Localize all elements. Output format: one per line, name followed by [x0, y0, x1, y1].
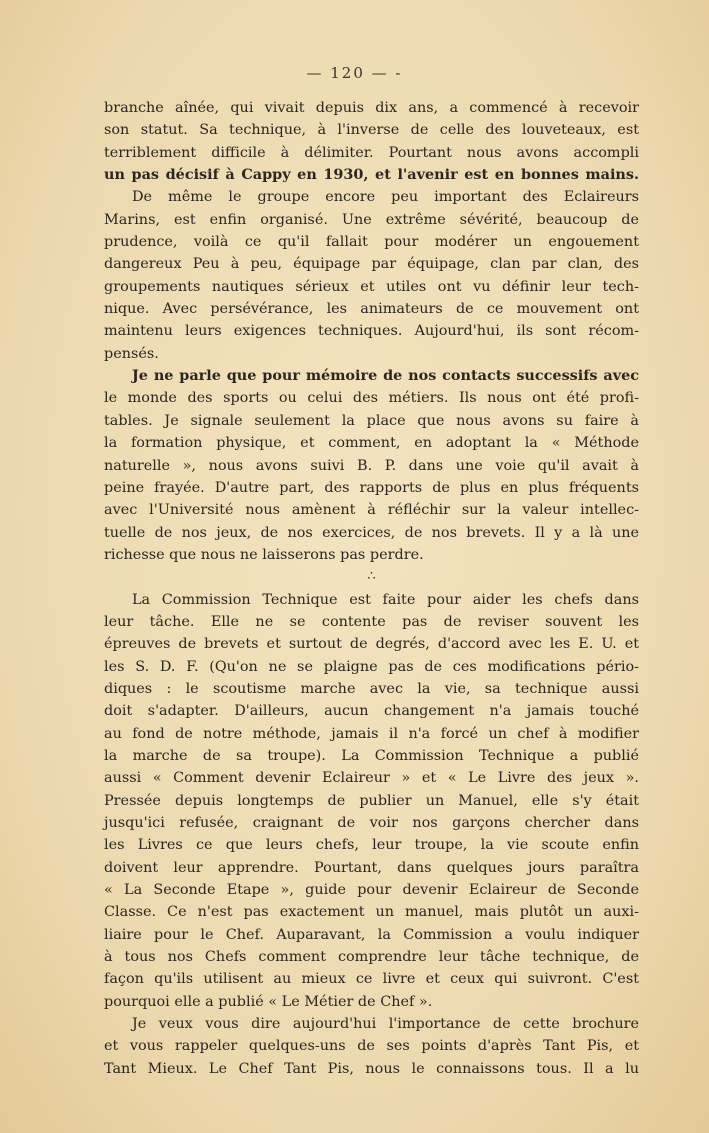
text-line: maintenu leurs exigences techniques. Aujourd'hui, ils sont récom-	[104, 323, 639, 340]
text-line: terriblement difficile à délimiter. Pourtant nous avons accompli	[104, 144, 639, 161]
section-ornament: ∴	[367, 569, 376, 585]
text-line: aussi « Comment devenir Eclaireur » et « Le Livre des jeux ».	[104, 770, 639, 787]
text-line: les S. D. F. (Qu'on ne se plaigne pas de ces modifications pério-	[104, 658, 639, 675]
text-line: la formation physique, et comment, en adoptant la « Méthode	[104, 435, 639, 452]
text-line: tuelle de nos jeux, de nos exercices, de nos brevets. Il y a là une	[104, 524, 639, 541]
text-line: à tous nos Chefs comment comprendre leur tâche technique, de	[104, 949, 639, 966]
text-line: et vous rappeler quelques-uns de ses points d'après Tant Pis, et	[104, 1038, 639, 1055]
text-line: naturelle », nous avons suivi B. P. dans une voie qu'il avait à	[104, 457, 639, 474]
body-text	[104, 97, 639, 1080]
text-line: pensés.	[104, 345, 159, 362]
text-line: Tant Mieux. Le Chef Tant Pis, nous le connaissons tous. Il a lu	[104, 1060, 639, 1077]
text-line: doivent leur apprendre. Pourtant, dans quelques jours paraîtra	[104, 859, 639, 876]
text-line: avec l'Université nous amènent à réfléchir sur la valeur intellec-	[104, 502, 639, 519]
text-line: épreuves de brevets et surtout de degrés, d'accord avec les E. U. et	[104, 636, 639, 653]
text-line: les Livres ce que leurs chefs, leur troupe, la vie scoute enfin	[104, 837, 639, 854]
text-line: richesse que nous ne laisserons pas perdre.	[104, 546, 424, 563]
text-line: Pressée depuis longtemps de publier un Manuel, elle s'y était	[104, 792, 639, 809]
text-line: De même le groupe encore peu important des Eclaireurs	[132, 189, 639, 206]
page-number: — 120 — -	[306, 64, 403, 82]
text-line: son statut. Sa technique, à l'inverse de celle des louveteaux, est	[104, 122, 639, 139]
text-line: peine frayée. D'autre part, des rapports de plus en plus fréquents	[104, 479, 639, 496]
text-line: la marche de sa troupe). La Commission Technique a publié	[104, 747, 639, 764]
text-line: groupements nautiques sérieux et utiles ont vu définir leur tech-	[104, 278, 639, 295]
text-line: un pas décisif à Cappy en 1930, et l'avenir est en bonnes mains.	[104, 166, 639, 184]
text-line: nique. Avec persévérance, les animateurs de ce mouvement ont	[104, 301, 639, 318]
text-line: Classe. Ce n'est pas exactement un manuel, mais plutôt un auxi-	[104, 904, 639, 921]
text-line: liaire pour le Chef. Auparavant, la Commission a voulu indiquer	[104, 926, 639, 943]
text-line: « La Seconde Etape », guide pour devenir Eclaireur de Seconde	[104, 882, 639, 899]
text-line: au fond de notre méthode, jamais il n'a forcé un chef à modifier	[104, 725, 639, 742]
text-line: tables. Je signale seulement la place que nous avons su faire à	[104, 412, 639, 429]
text-line: le monde des sports ou celui des métiers. Ils nous ont été profi-	[104, 390, 639, 407]
text-line: Je ne parle que pour mémoire de nos contacts successifs avec	[132, 367, 639, 385]
text-line: La Commission Technique est faite pour aider les chefs dans	[132, 591, 639, 608]
text-line: pourquoi elle a publié « Le Métier de Chef ».	[104, 993, 433, 1010]
text-line: doit s'adapter. D'ailleurs, aucun changement n'a jamais touché	[104, 703, 639, 720]
text-line: façon qu'ils utilisent au mieux ce livre et ceux qui suivront. C'est	[104, 971, 639, 988]
text-line: jusqu'ici refusée, craignant de voir nos garçons chercher dans	[104, 815, 639, 831]
text-line: Marins, est enfin organisé. Une extrême sévérité, beaucoup de	[104, 211, 639, 228]
text-line: branche aînée, qui vivait depuis dix ans, a commencé à recevoir	[104, 100, 639, 116]
text-line: dangereux Peu à peu, équipage par équipage, clan par clan, des	[104, 256, 639, 273]
text-line: leur tâche. Elle ne se contente pas de reviser souvent les	[104, 613, 639, 630]
text-line: Je veux vous dire aujourd'hui l'importance de cette brochure	[132, 1016, 639, 1033]
text-line: diques : le scoutisme marche avec la vie, sa technique aussi	[104, 680, 639, 697]
text-line: prudence, voilà ce qu'il fallait pour modérer un engouement	[104, 234, 639, 251]
